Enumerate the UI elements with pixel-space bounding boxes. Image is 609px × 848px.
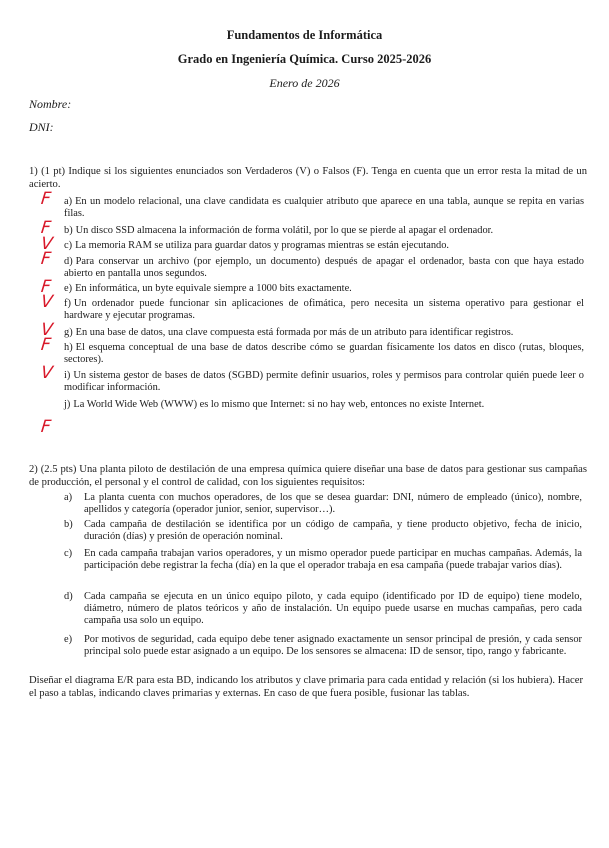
item-text: Para conservar un archivo (por ejemplo, un documento) después de apagar el ordenador, basta con que haya estado abierto en pantalla unos segundos. bbox=[64, 256, 584, 279]
item-text: En informática, un byte equivale siempre a 1000 bits exactamente. bbox=[75, 283, 352, 294]
q2-prompt: 2) (2.5 pts) Una planta piloto de destilación de una empresa química quiere diseñar una base de datos para gestionar sus campañas de producción, el personal y el control de calidad, con los siguientes requisitos: bbox=[29, 464, 587, 488]
q1-item-j bbox=[64, 399, 584, 411]
item-label: j) bbox=[64, 399, 71, 410]
item-label: h) bbox=[64, 342, 73, 353]
item-label: f) bbox=[64, 298, 71, 309]
answer-mark-j: F bbox=[39, 417, 52, 437]
q2-req-c bbox=[64, 548, 582, 572]
q1-item-a bbox=[64, 196, 584, 220]
name-field: Nombre: bbox=[29, 97, 72, 111]
answer-mark-a: F bbox=[39, 189, 52, 209]
dni-field: DNI: bbox=[29, 120, 54, 134]
answer-mark-i: V bbox=[39, 363, 54, 383]
item-text: La memoria RAM se utiliza para guardar datos y programas mientras se están ejecutando. bbox=[75, 240, 450, 251]
q2-req-e bbox=[64, 634, 582, 658]
q1-item-d bbox=[64, 256, 584, 280]
item-label: c) bbox=[64, 240, 73, 251]
q1-item-e bbox=[64, 283, 584, 295]
item-label: g) bbox=[64, 327, 73, 338]
item-text: La World Wide Web (WWW) es lo mismo que Internet: si no hay web, entonces no existe Internet. bbox=[73, 399, 485, 410]
req-text: Cada campaña se ejecuta en un único equipo piloto, y cada equipo (identificado por ID de equipo) tiene modelo, diámetro, número de platos teóricos y año de instalación. Un equipo puede usarse en muchas campañas, pero cada campaña usa solo un equipo. bbox=[84, 591, 582, 627]
req-text: Por motivos de seguridad, cada equipo debe tener asignado exactamente un sensor principal de presión, y cada sensor principal solo puede estar asignado a un equipo. De los sensores se almacena: ID de sensor, tipo, rango y fabricante. bbox=[84, 634, 582, 658]
exam-date: Enero de 2026 bbox=[269, 76, 340, 90]
req-label: a) bbox=[64, 492, 73, 503]
item-label: i) bbox=[64, 370, 71, 381]
answer-mark-e: F bbox=[39, 277, 52, 297]
q1-item-c bbox=[64, 240, 584, 252]
item-label: e) bbox=[64, 283, 73, 294]
req-label: b) bbox=[64, 519, 73, 530]
course-title: Fundamentos de Informática bbox=[226, 28, 383, 42]
q1-item-f bbox=[64, 298, 584, 322]
req-text: La planta cuenta con muchos operadores, de los que se desea guardar: DNI, número de empleado (único), nombre, apellidos y categoría (operador junior, senior, supervisor…). bbox=[84, 492, 582, 516]
q2-req-a bbox=[64, 492, 582, 516]
item-text: Un disco SSD almacena la información de forma volátil, por lo que se pierde al apagar el ordenador. bbox=[75, 225, 494, 236]
answer-mark-g: V bbox=[39, 320, 54, 340]
q2-req-b bbox=[64, 519, 582, 543]
q1-item-i bbox=[64, 370, 584, 394]
answer-mark-b: F bbox=[39, 218, 52, 238]
req-label: d) bbox=[64, 591, 73, 602]
answer-mark-c: V bbox=[39, 234, 54, 254]
item-label: b) bbox=[64, 225, 73, 236]
q2-req-d bbox=[64, 591, 582, 628]
answer-mark-d: F bbox=[39, 249, 52, 269]
q2-closing: Diseñar el diagrama E/R para esta BD, indicando los atributos y clave primaria para cada entidad y relación (si los hubiera). Hacer el paso a tablas, indicando claves primarias y externas. En caso de que fuera posible, fusionar las tablas. bbox=[29, 675, 583, 699]
item-label: a) bbox=[64, 196, 73, 207]
q1-item-g bbox=[64, 327, 584, 339]
q1-prompt: 1) (1 pt) Indique si los siguientes enunciados son Verdaderos (V) o Falsos (F). Tenga en cuenta que un error resta la mitad de un acierto. bbox=[29, 166, 587, 190]
req-text: Cada campaña de destilación se identifica por un código de campaña, y tiene producto objetivo, fecha de inicio, duración (días) y presión de operación nominal. bbox=[84, 519, 582, 543]
item-text: El esquema conceptual de una base de datos describe cómo se guardan físicamente los datos en disco (rutas, bloques, sectores). bbox=[64, 342, 584, 365]
req-label: c) bbox=[64, 548, 73, 559]
item-text: En una base de datos, una clave compuesta está formada por más de un atributo para identificar registros. bbox=[75, 327, 514, 338]
item-label: d) bbox=[64, 256, 73, 267]
answer-mark-h: F bbox=[39, 335, 52, 355]
answer-mark-f: V bbox=[39, 292, 54, 312]
req-text: En cada campaña trabajan varios operadores, y un mismo operador puede participar en muchas campañas. Además, la participación debe registrar la fecha (día) en la que el operador trabaja en esa campaña (puede trabajar varios días). bbox=[84, 548, 582, 572]
q1-item-b bbox=[64, 225, 584, 237]
q1-item-h bbox=[64, 342, 584, 366]
degree-title: Grado en Ingeniería Química. Curso 2025-2026 bbox=[177, 52, 432, 66]
item-text: Un ordenador puede funcionar sin aplicaciones de ofimática, pero necesita un sistema operativo para gestionar el hardware y ejecutar programas. bbox=[64, 298, 584, 321]
item-text: Un sistema gestor de bases de datos (SGBD) permite definir usuarios, roles y permisos para controlar quién puede leer o modificar información. bbox=[64, 370, 584, 393]
req-label: e) bbox=[64, 634, 73, 645]
item-text: En un modelo relacional, una clave candidata es cualquier atributo que aparece en una tabla, aunque se repita en varias filas. bbox=[64, 196, 584, 219]
